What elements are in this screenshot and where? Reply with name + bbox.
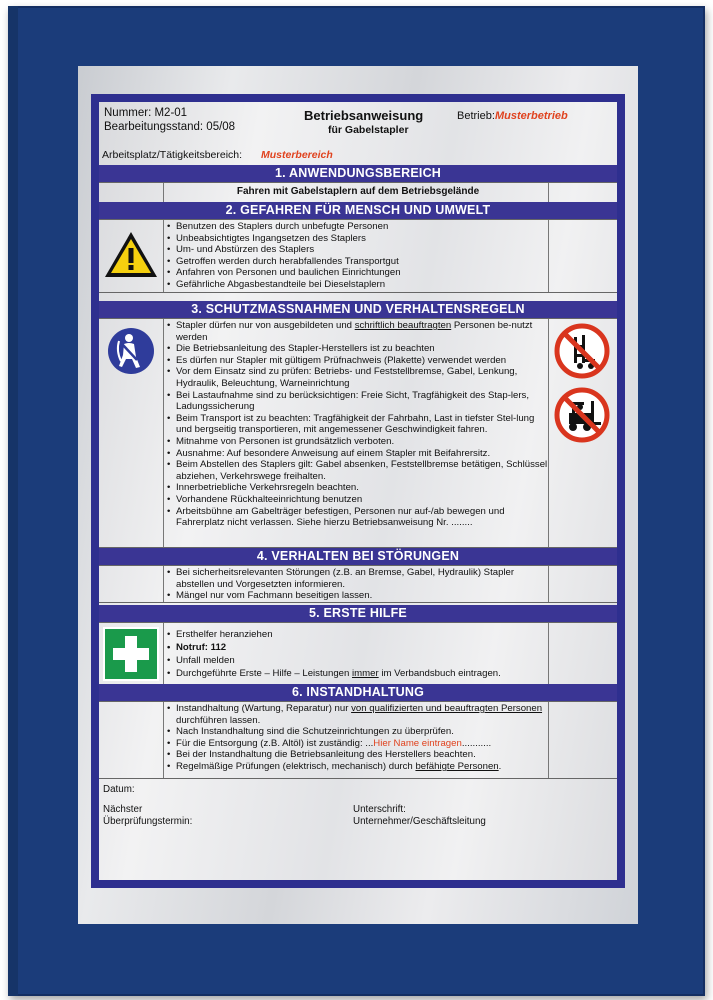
scope-text: Fahren mit Gabelstaplern auf dem Betriebsgelände <box>236 186 480 197</box>
company-label: Betrieb: <box>457 110 495 122</box>
no-passenger-forklift-icon <box>554 387 610 443</box>
section-5-right-cell <box>548 623 617 687</box>
list-item: • Vor dem Einsatz sind zu prüfen: Betriebs- und Feststellbremse, Gabel, Lenkung, Hydraulik, Beleuchtung, Warneinrichtung <box>167 366 549 389</box>
list-item-underlined: von qualifizierten und beauftragten Personen <box>351 703 543 714</box>
signature-label: Unterschrift: <box>353 804 406 815</box>
section-5-left-cell <box>99 623 164 687</box>
list-item: • Beim Transport ist zu beachten: Tragfähigkeit der Fahrbahn, Last in tiefster Stel-lung und bergseitig transportieren, mit angemessener Geschwindigkeit fahren. <box>167 413 549 436</box>
list-item: • Bei Lastaufnahme sind zu berücksichtigen: Freie Sicht, Tragfähigkeit des Stap-lers, Ladungssicherung <box>167 390 549 413</box>
section-5-row <box>99 622 617 688</box>
list-item: • Anfahren von Personen und baulichen Einrichtungen <box>167 267 549 279</box>
list-item: • Gefährliche Abgasbestandteile bei Dieselstaplern <box>167 279 549 291</box>
list-item-text: Für die Entsorgung (z.B. Altöl) ist zuständig: ... <box>176 737 374 749</box>
safety-belt-mandatory-icon <box>107 327 155 375</box>
list-item <box>167 761 549 773</box>
list-item: • Bei sicherheitsrelevanten Störungen (z.B. an Bremse, Gabel, Hydraulik) Stapler abstellen und Vorgesetzten informieren. <box>167 567 549 590</box>
section-4-row <box>99 565 617 603</box>
first-aid-icon <box>103 627 159 681</box>
list-item-text: Durchgeführte Erste – Hilfe – Leistungen <box>176 668 352 679</box>
date-label: Datum: <box>103 784 135 795</box>
list-item-text: Regelmäßige Prüfungen (elektrisch, mechanisch) durch <box>176 760 416 772</box>
protective-measures-list <box>167 320 549 529</box>
list-item: • Arbeitsbühne am Gabelträger befestigen, Personen nur auf-/ab bewegen und Fahrerplatz nicht verlassen. Siehe hierzu Betriebsanweisung Nr. ........ <box>167 506 549 529</box>
document-number: Nummer: M2-01 <box>104 107 188 119</box>
section-4-right-cell <box>548 566 617 602</box>
list-item-text: Instandhaltung (Wartung, Reparatur) nur <box>176 703 352 714</box>
warning-triangle-icon <box>103 230 159 280</box>
list-item: • Vorhandene Rückhalteeinrichtung benutzen <box>167 494 549 506</box>
list-item <box>167 320 549 343</box>
list-item: • Notruf: 112 <box>167 641 549 654</box>
list-item <box>167 667 549 680</box>
section-6-row <box>99 701 617 779</box>
no-forklift-icon <box>554 323 610 379</box>
list-item: • Unfall melden <box>167 654 549 667</box>
list-item: • Um- und Abstürzen des Staplers <box>167 244 549 256</box>
sheet-header <box>99 102 617 164</box>
revision-status: Bearbeitungsstand: 05/08 <box>104 121 236 133</box>
document-title: Betriebsanweisung <box>304 108 424 123</box>
section-6-right-cell <box>548 702 617 778</box>
section-4-left-cell <box>99 566 164 602</box>
list-item: • Bei der Instandhaltung die Betriebsanleitung des Herstellers beachten. <box>167 749 549 761</box>
section-6-title: 6. INSTANDHALTUNG <box>99 684 617 701</box>
section-1-row <box>99 182 617 203</box>
malfunction-list <box>167 567 549 602</box>
list-item-underlined: schriftlich beauftragten <box>354 320 452 331</box>
list-item <box>167 738 549 750</box>
management-label: Unternehmer/Geschäftsleitung <box>353 816 486 827</box>
list-item: • Beim Abstellen des Staplers gilt: Gabel absenken, Feststellbremse betätigen, Schlüssel abziehen, Verkehrswege freihalten. <box>167 459 549 482</box>
section-2-left-cell <box>99 220 164 292</box>
list-item-text: durchführen lassen. <box>176 714 261 726</box>
list-item-text: ........... <box>461 737 492 749</box>
list-item: • Nach Instandhaltung sind die Schutzeinrichtungen zu überprüfen. <box>167 726 549 738</box>
instruction-sheet <box>91 94 625 888</box>
document-subtitle: für Gabelstapler <box>328 124 409 136</box>
list-item-text: Stapler dürfen nur von ausgebildeten und <box>176 320 355 331</box>
section-2-row <box>99 219 617 293</box>
section-4-title: 4. VERHALTEN BEI STÖRUNGEN <box>99 548 617 565</box>
list-item: • Es dürfen nur Stapler mit gültigem Prüfnachweis (Plakette) verwendet werden <box>167 355 549 367</box>
list-item: • Die Betriebsanleitung des Stapler-Herstellers ist zu beachten <box>167 343 549 355</box>
list-item: • Mitnahme von Personen ist grundsätzlich verboten. <box>167 436 549 448</box>
review-date-label: Überprüfungstermin: <box>103 816 193 827</box>
first-aid-list <box>167 628 549 680</box>
list-item-text: Personen be-nutzt werden <box>176 320 533 343</box>
section-1-title: 1. ANWENDUNGSBEREICH <box>99 165 617 182</box>
list-item: • Ersthelfer heranziehen <box>167 628 549 641</box>
list-item: • Ausnahme: Auf besondere Anweisung auf einem Stapler mit Beifahrersitz. <box>167 448 549 460</box>
section-3-right-cell <box>548 319 617 547</box>
sheet-content <box>99 102 617 880</box>
list-item-underlined: immer <box>352 668 379 679</box>
workplace-value: Musterbereich <box>261 149 333 161</box>
next-label: Nächster <box>103 804 143 815</box>
company-value: Musterbetrieb <box>495 110 568 122</box>
list-item <box>167 703 549 726</box>
frame-edge <box>8 6 18 996</box>
list-item: • Getroffen werden durch herabfallendes Transportgut <box>167 256 549 268</box>
placeholder-name: Hier Name eintragen <box>373 737 462 749</box>
section-2-title: 2. GEFAHREN FÜR MENSCH UND UMWELT <box>99 202 617 219</box>
section-3-left-cell <box>99 319 164 547</box>
list-item: • Mängel nur vom Fachmann beseitigen lassen. <box>167 590 549 602</box>
section-5-title: 5. ERSTE HILFE <box>99 605 617 622</box>
list-item-text: . <box>498 760 502 772</box>
list-item: • Benutzen des Staplers durch unbefugte Personen <box>167 221 549 233</box>
list-item: • Innerbetriebliche Verkehrsregeln beachten. <box>167 482 549 494</box>
list-item-text: im Verbandsbuch eintragen. <box>378 668 501 679</box>
section-1-right-cell <box>548 183 617 202</box>
workplace-label: Arbeitsplatz/Tätigkeitsbereich: <box>102 149 243 161</box>
list-item-underlined: befähigte Personen <box>415 760 499 772</box>
section-6-left-cell <box>99 702 164 778</box>
maintenance-list <box>167 703 549 773</box>
section-3-title: 3. SCHUTZMASSNAHMEN UND VERHALTENSREGELN <box>99 301 617 318</box>
section-3-row <box>99 318 617 548</box>
list-item: • Unbeabsichtigtes Ingangsetzen des Staplers <box>167 233 549 245</box>
section-1-left-cell <box>99 183 164 202</box>
hazards-list <box>167 221 549 291</box>
section-2-right-cell <box>548 220 617 292</box>
